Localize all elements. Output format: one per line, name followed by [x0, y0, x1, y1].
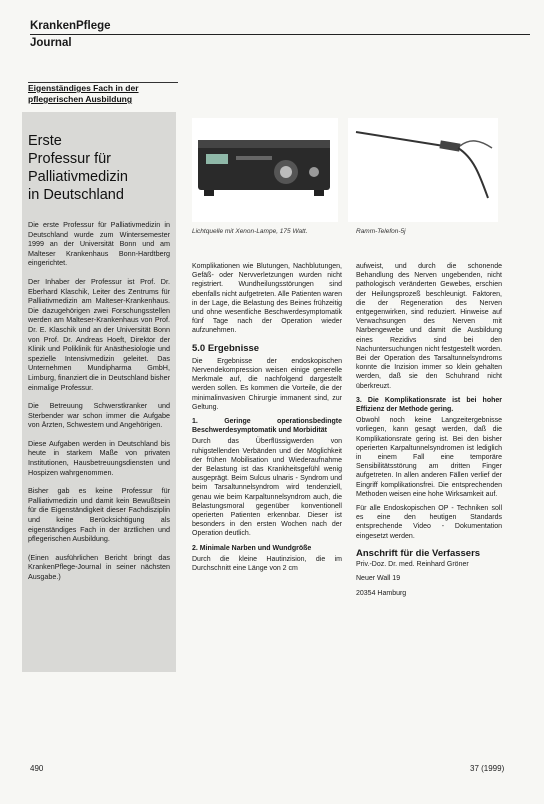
paragraph: aufweist, und durch die schonende Behandlung des Nerven ungebenden, nicht pathologisch veränderten Gewebes, erschien der Heilungsprozeß beschleunigt. Faktoren, die der Regeneration des Nerven entgegenwirken, sind reduziert. Hinweise auf Verwachsungen des Nerven mit Narbengewebe und damit die Ausbildung eines Rezidivs sind bei den Nachuntersuchungen nicht festgestellt worden. Bei der Operation des Tarsaltunnelsyndroms konnte die Inzision immer so klein gehalten werden, daß sie den Schuhrand nicht überkreuzt.: [356, 263, 502, 390]
article-column-2: [356, 262, 502, 603]
subheading: 3. Die Komplikationsrate ist bei hoher Effizienz der Methode gering.: [356, 396, 502, 414]
sidebar-paragraph: Die Betreuung Schwerstkranker und Sterbender war schon immer die Aufgabe von Ärzten, Schwestern und Angehörigen.: [28, 401, 170, 430]
sidebar-paragraph: Die erste Professur für Palliativmedizin in Deutschland wurde zum Wintersemester 1999 an der Universität Bonn und am Malteser Krankenhaus Bonn-Hardtberg eingerichtet.: [28, 220, 170, 268]
paragraph: Durch die kleine Hautinzision, die im Durchschnitt eine Länge von 2 cm: [192, 555, 342, 573]
page-number: 490: [30, 764, 44, 773]
paragraph: Durch das Überflüssigwerden von ruhigstellenden Verbänden und der Möglichkeit der frühen Mobilisation und Wiederaufnahme der Belastung ist das Krankheitsgefühl wenig ausgeprägt. Beim Sulcus ulnaris - Syndrom und beim Tarsaltunnelsyndrom wird tendenziell, genau wie beim Karpaltunnelsyndrom auch, die Belastungsmoral gegenüber konventionell operierten Patienten erkennbar. Dieser ist besonders in den ersten Wochen nach der Operation deutlich.: [192, 438, 342, 538]
paragraph: Die Ergebnisse der endoskopischen Nervendekompression weisen einige generelle Merkmale auf, die nachfolgend dargestellt werden sollen. Es kommen die Vorteile, die der minimalinvasiven Chirurgie immanent sind, zur Geltung.: [192, 357, 342, 411]
kicker-line-2: pflegerischen Ausbildung: [28, 94, 133, 104]
sidebar-paragraph: Diese Aufgaben werden in Deutschland bis heute in starkem Maße von privaten Institutionen, Hausbetreuungsdiensten und Hospizen wahrgenommen.: [28, 438, 170, 477]
sidebar-paragraph: (Einen ausführlichen Bericht bringt das KrankenPflege-Journal in seiner nächsten Ausgabe.): [28, 552, 170, 581]
title-line: in Deutschland: [28, 187, 124, 203]
issue-number: 37 (1999): [470, 764, 505, 773]
title-line: Erste: [28, 133, 62, 149]
address-line: 20354 Hamburg: [356, 589, 407, 597]
light-source-device-image: [192, 118, 338, 222]
paragraph: Obwohl noch keine Langzeitergebnisse vorliegen, kann gesagt werden, daß die Komplikationsrate gering ist. Bei den bisher operierten Karpaltunnelsyndromen ist lediglich in einem Fall eine temporäre Sensibilitätsstörung am dritten Finger aufgetreten. In allen anderen Fällen verlief der Eingriff komplikationsfrei. Die entsprechenden Methoden weisen eine hohe Wirksamkeit auf.: [356, 417, 502, 498]
sidebar-paragraph: Bisher gab es keine Professur für Palliativmedizin und damit kein Bewußtsein für die Eigenständigkeit dieser Fachdisziplin und keine Berücksichtigung als eigenständiges Fach in der ärztlichen und pflegerischen Ausbildung.: [28, 486, 170, 544]
paragraph: Für alle Endoskopischen OP - Techniken soll es eine den heutigen Standards entsprechende Video - Dokumentation eingesetzt werden.: [356, 505, 502, 540]
address-heading: Anschrift für die Verfassers: [356, 547, 481, 559]
subheading: 2. Minimale Narben und Wundgröße: [192, 544, 312, 552]
title-line: Palliativmedizin: [28, 169, 128, 185]
article-column-1: [192, 262, 342, 578]
sidebar-box: [22, 112, 176, 672]
endoscope-photo: [348, 118, 498, 222]
sidebar-text: [28, 220, 170, 582]
address-line: Priv.-Doz. Dr. med. Reinhard Gröner: [356, 561, 469, 569]
title-line: Professur für: [28, 151, 111, 167]
subheading: 1. Geringe operationsbedingte Beschwerdesymptomatik und Morbidität: [192, 418, 342, 435]
journal-subtitle: Journal: [30, 37, 72, 49]
section-heading: 5.0 Ergebnisse: [192, 342, 260, 354]
figure-caption-2: Ramm-Telefon-5j: [356, 228, 406, 235]
sidebar-title: [28, 112, 170, 204]
light-source-photo: [192, 118, 338, 222]
endoscope-instrument-image: [348, 118, 498, 222]
figure-caption-1: Lichtquelle mit Xenon-Lampe, 175 Watt.: [192, 228, 308, 235]
kicker-line-1: Eigenständiges Fach in der: [28, 83, 139, 93]
paragraph: Komplikationen wie Blutungen, Nachblutungen, Gefäß- oder Nervverletzungen wurden nicht registriert. Wundheilungsstörungen sind ebenfalls nicht aufgetreten. Alle Patienten waren in der Lage, die Belastung des Beines frühzeitig und ohne wesentliche Beschwerdesymptomatik fünf Tage nach der Operation wieder aufzunehmen.: [192, 263, 342, 335]
author-address: [356, 549, 502, 598]
masthead: [30, 18, 530, 51]
sidebar-paragraph: Der Inhaber der Professur ist Prof. Dr. Eberhard Klaschik, Leiter des Zentrums für Palliativmedizin am Malteser-Krankenhaus. Die dazugehörigen zwei Forschungsstellen werden am Malteser-Krankenhaus von Prof. Dr. E. Klaschik und an der Universität Bonn von Prof. Dr. Andreas Hoeft, Direktor der Klinik und Poliklinik für Anästhesiologie und spezielle Intensivmedizin geleitet. Das Unternehmen Mundipharma GmbH, Limburg, finanziert die in Deutschland bisher einmalige Professur.: [28, 276, 170, 392]
address-line: Neuer Wall 19: [356, 575, 401, 583]
journal-title: KrankenPflege: [30, 18, 530, 35]
kicker: [28, 82, 178, 105]
